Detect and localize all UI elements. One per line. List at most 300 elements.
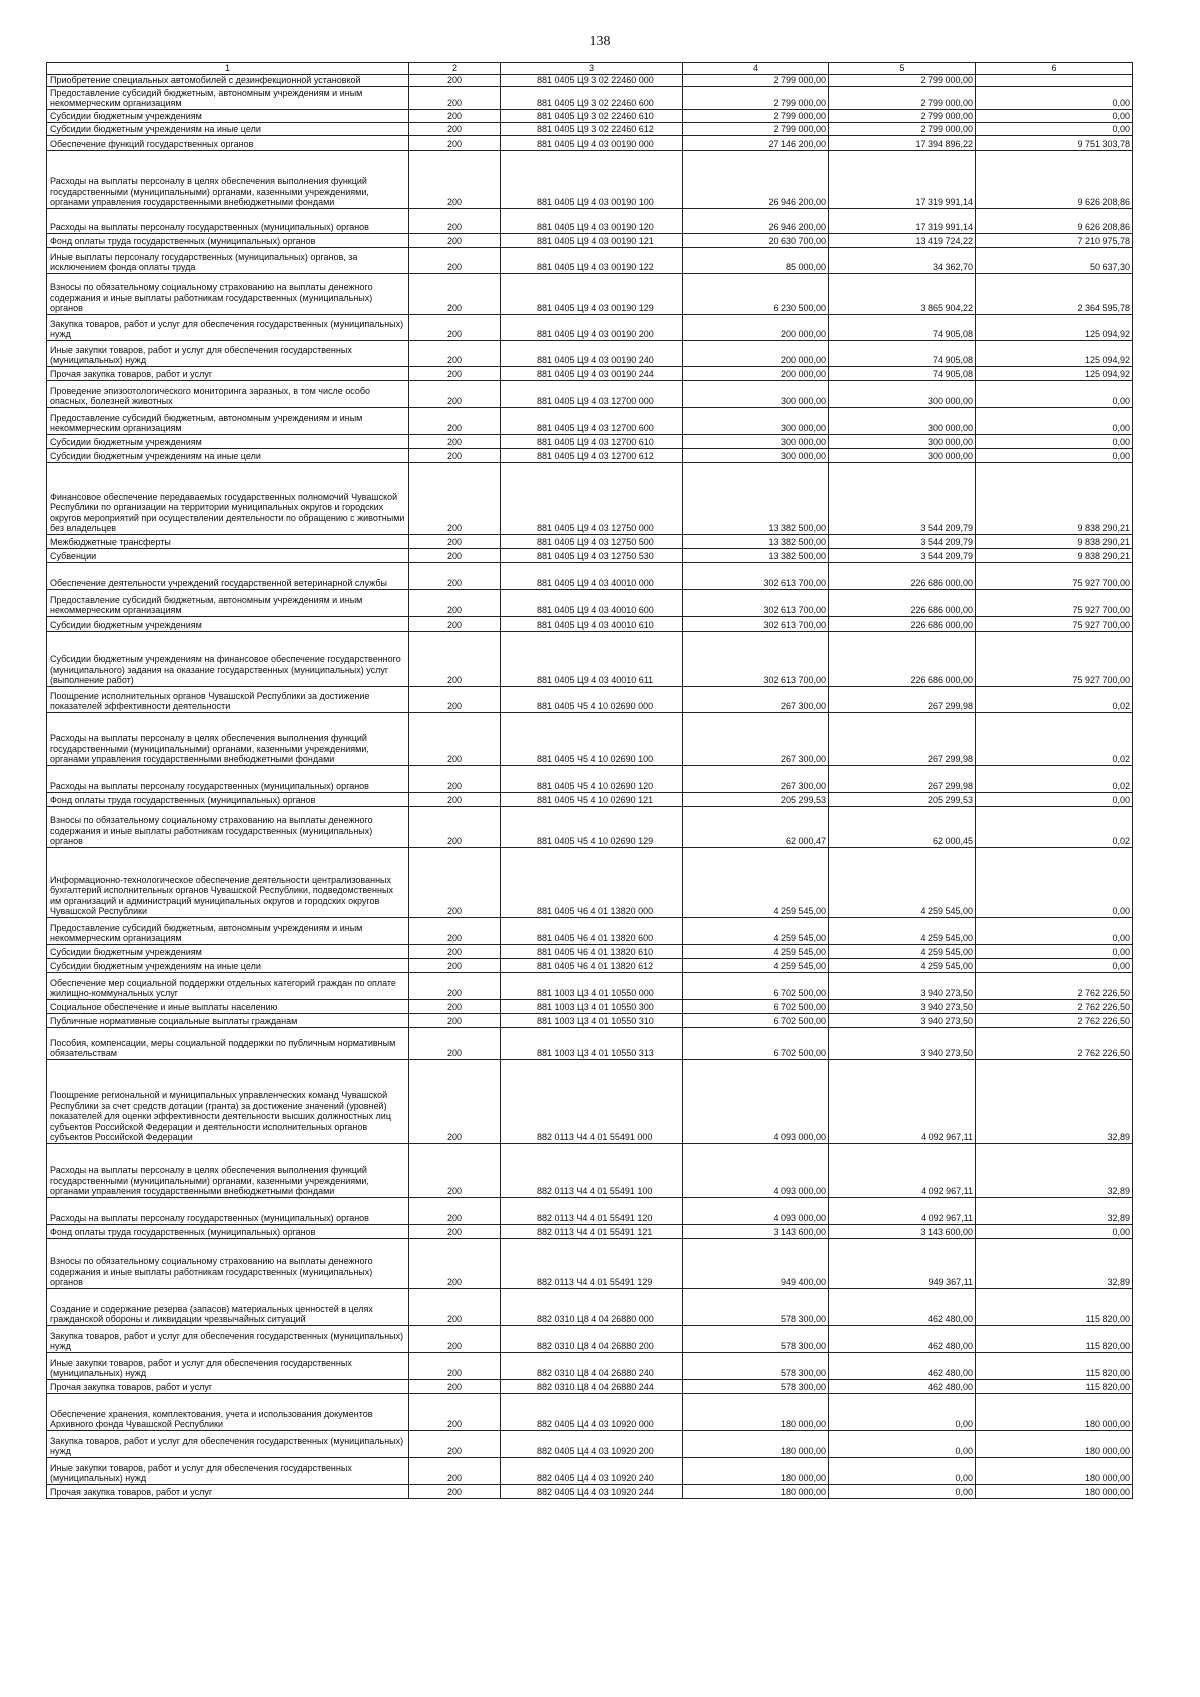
row-plan-amount: 205 299,53: [683, 792, 829, 806]
row-name: Расходы на выплаты персоналу государственных (муниципальных) органов: [47, 208, 409, 233]
row-name: Субсидии бюджетным учреждениям: [47, 109, 409, 122]
row-name: Обеспечение мер социальной поддержки отдельных категорий граждан по оплате жилищно-коммунальных услуг: [47, 972, 409, 999]
table-row: [47, 247, 1133, 273]
row-classification: 881 1003 Ц3 4 01 10550 300: [501, 999, 683, 1013]
row-name: Создание и содержание резерва (запасов) материальных ценностей в целях гражданской обороны и ликвидации чрезвычайных ситуаций: [47, 1288, 409, 1325]
row-remaining-amount: 9 626 208,86: [976, 150, 1133, 208]
row-remaining-amount: 0,00: [976, 434, 1133, 448]
row-classification: 881 0405 Ц9 4 03 00190 200: [501, 314, 683, 340]
row-name: Иные закупки товаров, работ и услуг для обеспечения государственных (муниципальных) нужд: [47, 1457, 409, 1484]
table-row: [47, 74, 1133, 86]
table-row: [47, 109, 1133, 122]
row-plan-amount: 4 259 545,00: [683, 847, 829, 917]
row-name: Субвенции: [47, 548, 409, 562]
row-plan-amount: 6 702 500,00: [683, 1027, 829, 1059]
table-row: [47, 792, 1133, 806]
table-row: [47, 273, 1133, 314]
row-code: 200: [409, 208, 501, 233]
row-name: Информационно-технологическое обеспечение деятельности централизованных бухгалтерий исполнительных органов Чувашской Республики, подведомственных им организаций и администраций муниципальных округов и городских округов Чувашской Республики: [47, 847, 409, 917]
row-code: 200: [409, 1197, 501, 1224]
row-classification: 881 0405 Ц9 4 03 00190 129: [501, 273, 683, 314]
table-row: [47, 1325, 1133, 1352]
table-row: [47, 1059, 1133, 1143]
row-code: 200: [409, 1352, 501, 1379]
column-header-3: 3: [501, 63, 683, 75]
row-classification: 881 0405 Ц9 4 03 00190 244: [501, 366, 683, 380]
row-classification: 882 0310 Ц8 4 04 26880 240: [501, 1352, 683, 1379]
row-executed-amount: 17 394 896,22: [829, 135, 976, 150]
row-code: 200: [409, 380, 501, 407]
row-plan-amount: 4 259 545,00: [683, 917, 829, 944]
row-classification: 881 0405 Ц9 3 02 22460 000: [501, 74, 683, 86]
row-name: Закупка товаров, работ и услуг для обеспечения государственных (муниципальных) нужд: [47, 1325, 409, 1352]
row-name: Взносы по обязательному социальному страхованию на выплаты денежного содержания и иные выплаты работникам государственных (муниципальных) органов: [47, 273, 409, 314]
row-name: Обеспечение деятельности учреждений государственной ветеринарной службы: [47, 562, 409, 589]
row-remaining-amount: 2 762 226,50: [976, 999, 1133, 1013]
row-code: 200: [409, 407, 501, 434]
row-classification: 881 1003 Ц3 4 01 10550 000: [501, 972, 683, 999]
row-plan-amount: 20 630 700,00: [683, 233, 829, 247]
row-code: 200: [409, 448, 501, 462]
row-code: 200: [409, 135, 501, 150]
row-name: Расходы на выплаты персоналу в целях обеспечения выполнения функций государственными (муниципальными) органами, казенными учреждениями, органами управления государственными внебюджетными фондами: [47, 1143, 409, 1197]
row-classification: 881 1003 Ц3 4 01 10550 313: [501, 1027, 683, 1059]
row-classification: 881 0405 Ц9 4 03 12700 000: [501, 380, 683, 407]
row-executed-amount: 2 799 000,00: [829, 122, 976, 135]
row-name: Иные закупки товаров, работ и услуг для обеспечения государственных (муниципальных) нужд: [47, 340, 409, 366]
row-name: Субсидии бюджетным учреждениям на иные цели: [47, 122, 409, 135]
table-row: [47, 1352, 1133, 1379]
row-name: Обеспечение хранения, комплектования, учета и использования документов Архивного фонда Чувашской Республики: [47, 1393, 409, 1430]
row-executed-amount: 205 299,53: [829, 792, 976, 806]
row-plan-amount: 578 300,00: [683, 1325, 829, 1352]
row-remaining-amount: 2 364 595,78: [976, 273, 1133, 314]
row-executed-amount: 2 799 000,00: [829, 109, 976, 122]
row-plan-amount: 13 382 500,00: [683, 548, 829, 562]
row-name: Расходы на выплаты персоналу государственных (муниципальных) органов: [47, 1197, 409, 1224]
row-classification: 882 0113 Ч4 4 01 55491 120: [501, 1197, 683, 1224]
table-body: [47, 74, 1133, 1498]
row-remaining-amount: 75 927 700,00: [976, 562, 1133, 589]
row-plan-amount: 6 702 500,00: [683, 972, 829, 999]
row-remaining-amount: 115 820,00: [976, 1352, 1133, 1379]
row-name: Поощрение региональной и муниципальных управленческих команд Чувашской Республики за счет средств дотации (гранта) за достижение значений (уровней) показателей для оценки эффективности деятельности высших должностных лиц субъектов Российской Федерации и деятельности исполнительных органов субъектов Российской Федерации: [47, 1059, 409, 1143]
row-executed-amount: 17 319 991,14: [829, 150, 976, 208]
row-plan-amount: 267 300,00: [683, 765, 829, 792]
row-plan-amount: 2 799 000,00: [683, 109, 829, 122]
row-code: 200: [409, 434, 501, 448]
row-code: 200: [409, 792, 501, 806]
row-plan-amount: 300 000,00: [683, 380, 829, 407]
table-row: [47, 917, 1133, 944]
row-code: 200: [409, 109, 501, 122]
row-code: 200: [409, 548, 501, 562]
row-name: Прочая закупка товаров, работ и услуг: [47, 1379, 409, 1393]
row-classification: 882 0310 Ц8 4 04 26880 244: [501, 1379, 683, 1393]
row-name: Субсидии бюджетным учреждениям на финансовое обеспечение государственного (муниципального) задания на оказание государственных (муниципальных) услуг (выполнение работ): [47, 631, 409, 686]
table-row: [47, 434, 1133, 448]
row-code: 200: [409, 1325, 501, 1352]
row-name: Фонд оплаты труда государственных (муниципальных) органов: [47, 792, 409, 806]
row-name: Обеспечение функций государственных органов: [47, 135, 409, 150]
row-plan-amount: 267 300,00: [683, 712, 829, 765]
table-row: [47, 548, 1133, 562]
table-row: [47, 806, 1133, 847]
row-name: Прочая закупка товаров, работ и услуг: [47, 1484, 409, 1498]
row-remaining-amount: 0,02: [976, 765, 1133, 792]
row-plan-amount: 2 799 000,00: [683, 86, 829, 109]
row-classification: 881 0405 Ч6 4 01 13820 610: [501, 944, 683, 958]
row-plan-amount: 4 093 000,00: [683, 1059, 829, 1143]
row-executed-amount: 13 419 724,22: [829, 233, 976, 247]
row-executed-amount: 226 686 000,00: [829, 589, 976, 616]
row-code: 200: [409, 589, 501, 616]
row-name: Субсидии бюджетным учреждениям на иные цели: [47, 958, 409, 972]
table-row: [47, 1379, 1133, 1393]
row-remaining-amount: 75 927 700,00: [976, 616, 1133, 631]
row-name: Субсидии бюджетным учреждениям: [47, 616, 409, 631]
row-classification: 882 0113 Ч4 4 01 55491 100: [501, 1143, 683, 1197]
row-classification: 881 0405 Ц9 4 03 12700 600: [501, 407, 683, 434]
row-code: 200: [409, 1430, 501, 1457]
row-classification: 881 0405 Ц9 4 03 00190 121: [501, 233, 683, 247]
budget-table: [46, 62, 1133, 1499]
row-name: Проведение эпизоотологического мониторинга заразных, в том числе особо опасных, болезней животных: [47, 380, 409, 407]
row-remaining-amount: 50 637,30: [976, 247, 1133, 273]
row-code: 200: [409, 233, 501, 247]
row-executed-amount: 0,00: [829, 1484, 976, 1498]
table-row: [47, 847, 1133, 917]
row-executed-amount: 17 319 991,14: [829, 208, 976, 233]
row-executed-amount: 0,00: [829, 1430, 976, 1457]
table-row: [47, 1457, 1133, 1484]
column-header-4: 4: [683, 63, 829, 75]
table-row: [47, 135, 1133, 150]
row-executed-amount: 226 686 000,00: [829, 562, 976, 589]
row-plan-amount: 180 000,00: [683, 1484, 829, 1498]
row-executed-amount: 267 299,98: [829, 712, 976, 765]
row-remaining-amount: 0,02: [976, 806, 1133, 847]
table-row: [47, 86, 1133, 109]
row-remaining-amount: 125 094,92: [976, 366, 1133, 380]
row-executed-amount: 0,00: [829, 1393, 976, 1430]
row-name: Закупка товаров, работ и услуг для обеспечения государственных (муниципальных) нужд: [47, 1430, 409, 1457]
row-remaining-amount: 7 210 975,78: [976, 233, 1133, 247]
row-plan-amount: 578 300,00: [683, 1379, 829, 1393]
row-plan-amount: 302 613 700,00: [683, 616, 829, 631]
row-code: 200: [409, 1143, 501, 1197]
table-row: [47, 534, 1133, 548]
row-name: Предоставление субсидий бюджетным, автономным учреждениям и иным некоммерческим организациям: [47, 917, 409, 944]
row-plan-amount: 300 000,00: [683, 448, 829, 462]
row-classification: 882 0113 Ч4 4 01 55491 129: [501, 1238, 683, 1288]
row-plan-amount: 180 000,00: [683, 1457, 829, 1484]
row-plan-amount: 300 000,00: [683, 434, 829, 448]
row-executed-amount: 226 686 000,00: [829, 616, 976, 631]
row-plan-amount: 85 000,00: [683, 247, 829, 273]
row-code: 200: [409, 958, 501, 972]
table-row: [47, 1027, 1133, 1059]
table-row: [47, 958, 1133, 972]
row-classification: 882 0405 Ц4 4 03 10920 000: [501, 1393, 683, 1430]
table-row: [47, 122, 1133, 135]
row-classification: 881 0405 Ц9 4 03 40010 610: [501, 616, 683, 631]
table-row: [47, 462, 1133, 534]
row-code: 200: [409, 150, 501, 208]
row-remaining-amount: 125 094,92: [976, 314, 1133, 340]
table-row: [47, 1013, 1133, 1027]
table-row: [47, 340, 1133, 366]
table-row: [47, 314, 1133, 340]
row-name: Приобретение специальных автомобилей с дезинфекционной установкой: [47, 74, 409, 86]
row-name: Расходы на выплаты персоналу государственных (муниципальных) органов: [47, 765, 409, 792]
row-executed-amount: 4 259 545,00: [829, 958, 976, 972]
row-remaining-amount: 2 762 226,50: [976, 972, 1133, 999]
row-code: 200: [409, 1224, 501, 1238]
row-classification: 881 0405 Ц9 4 03 12750 500: [501, 534, 683, 548]
row-name: Социальное обеспечение и иные выплаты населению: [47, 999, 409, 1013]
row-plan-amount: 4 093 000,00: [683, 1143, 829, 1197]
row-plan-amount: 6 230 500,00: [683, 273, 829, 314]
row-executed-amount: 462 480,00: [829, 1379, 976, 1393]
row-code: 200: [409, 616, 501, 631]
row-name: Прочая закупка товаров, работ и услуг: [47, 366, 409, 380]
row-executed-amount: 300 000,00: [829, 434, 976, 448]
row-executed-amount: 226 686 000,00: [829, 631, 976, 686]
row-plan-amount: 26 946 200,00: [683, 150, 829, 208]
row-remaining-amount: 0,02: [976, 712, 1133, 765]
row-name: Предоставление субсидий бюджетным, автономным учреждениям и иным некоммерческим организациям: [47, 589, 409, 616]
row-executed-amount: 3 940 273,50: [829, 999, 976, 1013]
row-plan-amount: 13 382 500,00: [683, 534, 829, 548]
row-code: 200: [409, 686, 501, 712]
row-code: 200: [409, 273, 501, 314]
row-name: Субсидии бюджетным учреждениям: [47, 944, 409, 958]
table-row: [47, 631, 1133, 686]
table-row: [47, 380, 1133, 407]
table-row: [47, 589, 1133, 616]
row-executed-amount: 74 905,08: [829, 340, 976, 366]
row-plan-amount: 267 300,00: [683, 686, 829, 712]
row-executed-amount: 300 000,00: [829, 407, 976, 434]
row-classification: 881 0405 Ч6 4 01 13820 612: [501, 958, 683, 972]
row-executed-amount: 74 905,08: [829, 366, 976, 380]
row-remaining-amount: 0,02: [976, 686, 1133, 712]
row-plan-amount: 4 259 545,00: [683, 958, 829, 972]
row-code: 200: [409, 1238, 501, 1288]
row-remaining-amount: 0,00: [976, 1224, 1133, 1238]
row-remaining-amount: 0,00: [976, 122, 1133, 135]
row-classification: 881 0405 Ц9 3 02 22460 612: [501, 122, 683, 135]
row-executed-amount: 4 259 545,00: [829, 847, 976, 917]
row-remaining-amount: 75 927 700,00: [976, 631, 1133, 686]
row-name: Предоставление субсидий бюджетным, автономным учреждениям и иным некоммерческим организациям: [47, 86, 409, 109]
row-name: Иные закупки товаров, работ и услуг для обеспечения государственных (муниципальных) нужд: [47, 1352, 409, 1379]
row-executed-amount: 3 544 209,79: [829, 462, 976, 534]
table-row: [47, 1224, 1133, 1238]
row-remaining-amount: 125 094,92: [976, 340, 1133, 366]
page-number: 138: [589, 34, 611, 49]
row-executed-amount: 300 000,00: [829, 448, 976, 462]
row-executed-amount: 0,00: [829, 1457, 976, 1484]
budget-table-wrapper: [46, 62, 1132, 1499]
row-name: Расходы на выплаты персоналу в целях обеспечения выполнения функций государственными (муниципальными) органами, казенными учреждениями, органами управления государственными внебюджетными фондами: [47, 712, 409, 765]
table-row: [47, 616, 1133, 631]
row-remaining-amount: 0,00: [976, 847, 1133, 917]
row-remaining-amount: 180 000,00: [976, 1484, 1133, 1498]
row-code: 200: [409, 806, 501, 847]
row-remaining-amount: 0,00: [976, 944, 1133, 958]
row-remaining-amount: 2 762 226,50: [976, 1027, 1133, 1059]
table-row: [47, 1393, 1133, 1430]
row-remaining-amount: 9 838 290,21: [976, 534, 1133, 548]
row-classification: 881 0405 Ц9 4 03 00190 000: [501, 135, 683, 150]
row-name: Взносы по обязательному социальному страхованию на выплаты денежного содержания и иные выплаты работникам государственных (муниципальных) органов: [47, 806, 409, 847]
row-classification: 882 0405 Ц4 4 03 10920 244: [501, 1484, 683, 1498]
row-classification: 882 0405 Ц4 4 03 10920 240: [501, 1457, 683, 1484]
row-name: Предоставление субсидий бюджетным, автономным учреждениям и иным некоммерческим организациям: [47, 407, 409, 434]
row-classification: 881 1003 Ц3 4 01 10550 310: [501, 1013, 683, 1027]
row-plan-amount: 4 093 000,00: [683, 1197, 829, 1224]
table-row: [47, 1484, 1133, 1498]
table-row: [47, 150, 1133, 208]
row-classification: 882 0310 Ц8 4 04 26880 000: [501, 1288, 683, 1325]
row-code: 200: [409, 1288, 501, 1325]
table-row: [47, 366, 1133, 380]
column-header-1: 1: [47, 63, 409, 75]
row-code: 200: [409, 1457, 501, 1484]
row-plan-amount: 3 143 600,00: [683, 1224, 829, 1238]
row-code: 200: [409, 340, 501, 366]
row-executed-amount: 300 000,00: [829, 380, 976, 407]
row-remaining-amount: 32,89: [976, 1143, 1133, 1197]
row-classification: 881 0405 Ц9 4 03 00190 122: [501, 247, 683, 273]
row-classification: 882 0113 Ч4 4 01 55491 000: [501, 1059, 683, 1143]
row-name: Иные выплаты персоналу государственных (муниципальных) органов, за исключением фонда оплаты труда: [47, 247, 409, 273]
row-remaining-amount: 0,00: [976, 380, 1133, 407]
table-row: [47, 944, 1133, 958]
row-plan-amount: 26 946 200,00: [683, 208, 829, 233]
row-plan-amount: 200 000,00: [683, 366, 829, 380]
row-classification: 881 0405 Ч6 4 01 13820 600: [501, 917, 683, 944]
row-remaining-amount: 115 820,00: [976, 1325, 1133, 1352]
row-code: 200: [409, 1027, 501, 1059]
row-classification: 881 0405 Ц9 4 03 40010 600: [501, 589, 683, 616]
row-classification: 882 0113 Ч4 4 01 55491 121: [501, 1224, 683, 1238]
row-name: Публичные нормативные социальные выплаты гражданам: [47, 1013, 409, 1027]
row-executed-amount: 3 544 209,79: [829, 534, 976, 548]
row-plan-amount: 200 000,00: [683, 340, 829, 366]
table-row: [47, 712, 1133, 765]
row-plan-amount: 4 259 545,00: [683, 944, 829, 958]
row-executed-amount: 949 367,11: [829, 1238, 976, 1288]
row-code: 200: [409, 944, 501, 958]
row-remaining-amount: 9 838 290,21: [976, 548, 1133, 562]
row-plan-amount: 949 400,00: [683, 1238, 829, 1288]
row-remaining-amount: 0,00: [976, 792, 1133, 806]
row-executed-amount: 34 362,70: [829, 247, 976, 273]
row-plan-amount: 180 000,00: [683, 1393, 829, 1430]
row-code: 200: [409, 1013, 501, 1027]
row-classification: 881 0405 Ч6 4 01 13820 000: [501, 847, 683, 917]
row-classification: 882 0310 Ц8 4 04 26880 200: [501, 1325, 683, 1352]
table-row: [47, 999, 1133, 1013]
row-code: 200: [409, 462, 501, 534]
row-code: 200: [409, 86, 501, 109]
row-remaining-amount: 0,00: [976, 109, 1133, 122]
row-executed-amount: 462 480,00: [829, 1288, 976, 1325]
row-plan-amount: 13 382 500,00: [683, 462, 829, 534]
table-row: [47, 407, 1133, 434]
row-name: Фонд оплаты труда государственных (муниципальных) органов: [47, 1224, 409, 1238]
row-remaining-amount: 180 000,00: [976, 1430, 1133, 1457]
row-remaining-amount: 32,89: [976, 1238, 1133, 1288]
row-remaining-amount: 0,00: [976, 407, 1133, 434]
row-remaining-amount: 9 838 290,21: [976, 462, 1133, 534]
row-plan-amount: 6 702 500,00: [683, 999, 829, 1013]
row-code: 200: [409, 534, 501, 548]
table-row: [47, 972, 1133, 999]
row-remaining-amount: 115 820,00: [976, 1288, 1133, 1325]
row-name: Субсидии бюджетным учреждениям на иные цели: [47, 448, 409, 462]
table-row: [47, 1430, 1133, 1457]
row-classification: 881 0405 Ц9 4 03 00190 100: [501, 150, 683, 208]
row-executed-amount: 4 092 967,11: [829, 1143, 976, 1197]
row-remaining-amount: 115 820,00: [976, 1379, 1133, 1393]
row-code: 200: [409, 247, 501, 273]
table-row: [47, 233, 1133, 247]
row-name: Фонд оплаты труда государственных (муниципальных) органов: [47, 233, 409, 247]
row-plan-amount: 302 613 700,00: [683, 631, 829, 686]
column-header-2: 2: [409, 63, 501, 75]
row-classification: 881 0405 Ц9 4 03 12750 530: [501, 548, 683, 562]
table-row: [47, 1288, 1133, 1325]
table-row: [47, 208, 1133, 233]
row-classification: 881 0405 Ч5 4 10 02690 129: [501, 806, 683, 847]
row-name: Закупка товаров, работ и услуг для обеспечения государственных (муниципальных) нужд: [47, 314, 409, 340]
row-code: 200: [409, 1484, 501, 1498]
row-remaining-amount: 9 626 208,86: [976, 208, 1133, 233]
row-classification: 881 0405 Ц9 4 03 40010 000: [501, 562, 683, 589]
row-plan-amount: 300 000,00: [683, 407, 829, 434]
row-remaining-amount: 32,89: [976, 1197, 1133, 1224]
row-executed-amount: 3 143 600,00: [829, 1224, 976, 1238]
row-code: 200: [409, 74, 501, 86]
row-code: 200: [409, 366, 501, 380]
row-remaining-amount: 180 000,00: [976, 1457, 1133, 1484]
row-classification: 881 0405 Ц9 4 03 12750 000: [501, 462, 683, 534]
row-name: Межбюджетные трансферты: [47, 534, 409, 548]
row-classification: 881 0405 Ч5 4 10 02690 120: [501, 765, 683, 792]
row-executed-amount: 4 259 545,00: [829, 944, 976, 958]
row-classification: 881 0405 Ц9 3 02 22460 600: [501, 86, 683, 109]
row-name: Взносы по обязательному социальному страхованию на выплаты денежного содержания и иные выплаты работникам государственных (муниципальных) органов: [47, 1238, 409, 1288]
row-code: 200: [409, 917, 501, 944]
row-executed-amount: 2 799 000,00: [829, 86, 976, 109]
row-classification: 881 0405 Ц9 4 03 12700 612: [501, 448, 683, 462]
row-executed-amount: 462 480,00: [829, 1325, 976, 1352]
row-code: 200: [409, 1379, 501, 1393]
row-plan-amount: 62 000,47: [683, 806, 829, 847]
row-name: Финансовое обеспечение передаваемых государственных полномочий Чувашской Республики по организации на территории муниципальных округов и городских округов мероприятий при осуществлении деятельности по обращению с животными без владельцев: [47, 462, 409, 534]
table-row: [47, 1143, 1133, 1197]
row-remaining-amount: 0,00: [976, 448, 1133, 462]
row-code: 200: [409, 1393, 501, 1430]
row-plan-amount: 180 000,00: [683, 1430, 829, 1457]
row-code: 200: [409, 972, 501, 999]
table-row: [47, 1197, 1133, 1224]
row-remaining-amount: 2 762 226,50: [976, 1013, 1133, 1027]
